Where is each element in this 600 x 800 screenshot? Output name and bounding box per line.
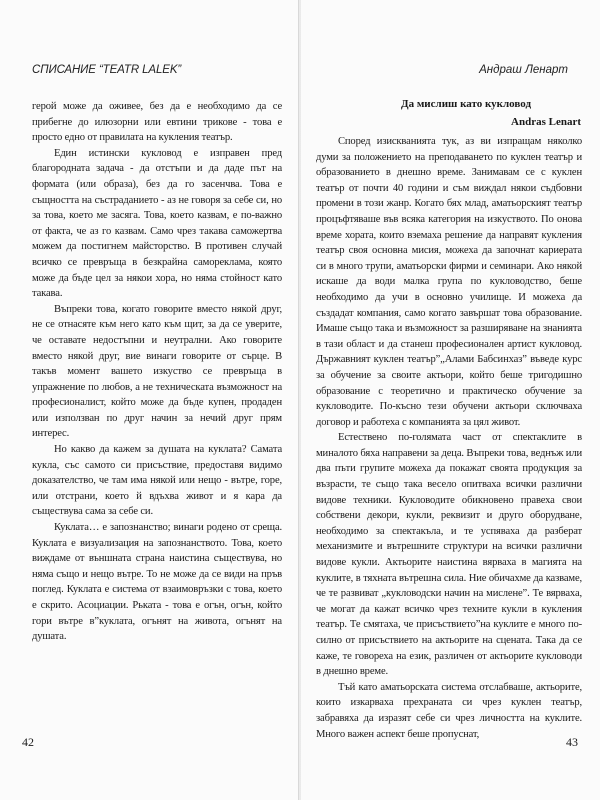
paragraph: герой може да оживее, без да е необходимо да се прибегне до илюзорни или евтини трикове - това е просто едно от правилата на кукления театър. (32, 101, 282, 144)
paragraph: Въпреки това, когато говорите вместо някой друг, не се отнасяте към него като към щит, за да се уверите, че оставате недостъпни и неутрални. Ако говорите вместо някой друг, вие винаги говорите от сърце. В такъв момент вашето изкуство се превръща в упражнение по любов, а не техническата възможност на професионалист, който може да бъде купен, продаден или използван по друг начин за нечий друг прям интерес. (32, 303, 282, 440)
paragraph: Но какво да кажем за душата на куклата? Самата кукла, със самото си присъствие, предоставя видимо доказателство, че там има някой или нещо - вътре, горе, или отстрани, което й вдъхва живот и я кара да съществува сама за себе си. (32, 444, 282, 518)
page-number: 43 (566, 735, 578, 749)
paragraph: Според изискванията тук, аз ви изпращам няколко думи за положението на преподаването по куклен театър и образованието в днешно време. Занимавам се с куклен театър от почти 40 години и съм виждал някои съдбовни промени в този жанр. Когато бях млад, аматьорският театър процъфтяваше във всяка категория на изкуството. По онова време хората, които вземаха решение да направят кукления театър своя основна мисия, можеха да започнат кариерата си в много трупи, аматьорски фирми и семинари. Ако някой искаше да води малка група по кукловодство, беше необходимо да учи в основно училище. И можеха да създадат компания, само когато завършат това образование. Имаше също така и възможност за разширяване на знанията в тази област и да станеш професионален артист кукловод. Държавният куклен театър”„Алами Бабсинхаз” въведе курс за обучение за своите актьори, който беше тригодишно образование с теоретично и практическо обучение за кукловодите. По-късно тези обучени актьори сключваха договор и работеха с компанията за цял живот. (316, 136, 582, 428)
paragraph: Тъй като аматьорската система отслабваше, актьорите, които изкарваха прехраната си чрез куклен театър, забравяха да изразят себе си чрез личността на куклите. Много важен аспект беше пропуснат, (316, 681, 582, 740)
article-title: Да мислиш като кукловод (401, 98, 532, 110)
paragraph: Куклата… е запознанство; винаги родено от среща. Куклата е визуализация на запознанството. Това, което виждаме от външната страна наистина съществува, но няма също и нещо вътре. То не може да се види на пръв поглед. Куклата е система от взаимовръзки с това, което е скрито. Асоциации. Рьката - това е огън, огън, който гори вътре в”куклата, огънят на живота, огънят на душата. (32, 522, 282, 643)
page-number: 42 (22, 735, 34, 749)
paragraph: Един истински кукловод е изправен пред благородната задача - да отстъпи и да даде път на формата (или образа), без да го засенчва. Това е същността на състраданието - аз не говоря за себе си, но за това, което ме засяга. Това, което казвам, е по-важно от факта, че аз го казвам. Само чрез такава саможертва можем да постигнем майсторство. В противен случай всичко се превръща в безкрайна самореклама, която може да бъде цел за някои хора, но няма стойност като такава. (32, 147, 282, 300)
left-page (0, 0, 299, 800)
running-head-magazine-title: СПИСАНИЕ “TEATR LALEK” (32, 64, 182, 76)
right-page-body (316, 134, 582, 742)
left-page-body (32, 99, 282, 645)
article-author: Andras Lenart (511, 116, 581, 128)
running-head-author: Андраш Ленарт (479, 64, 568, 76)
right-page (301, 0, 600, 800)
paragraph: Естествено по-голямата част от спектаклите в миналото бяха направени за деца. Въпреки това, веднъж или два пъти групите можеха да покажат своята продукция за възрасти, те също така весело опитваха всички различни видове техники. Кукловодите обикновено правеха свои собствени декори, кукли, реквизит и друго оборудване, необходимо за спектакъла, и те успяваха да разберат механизмите и вътрешните структури на всички различни видове кукли. Актьорите наистина вярваха в магията на куклите, в тяхната вътрешна сила. Ние обичахме да казваме, че те развиват „кукловодски начин на мислене”. Те вярваха, че могат да кажат всичко чрез техните кукли в кукления театър. Те смятаха, че присъствието”на куклите е много по-силно от присъствието на актьорите на сцената. Така да се каже, те говореха на език, различен от актьорите кукловоди в днешно време. (316, 432, 582, 678)
